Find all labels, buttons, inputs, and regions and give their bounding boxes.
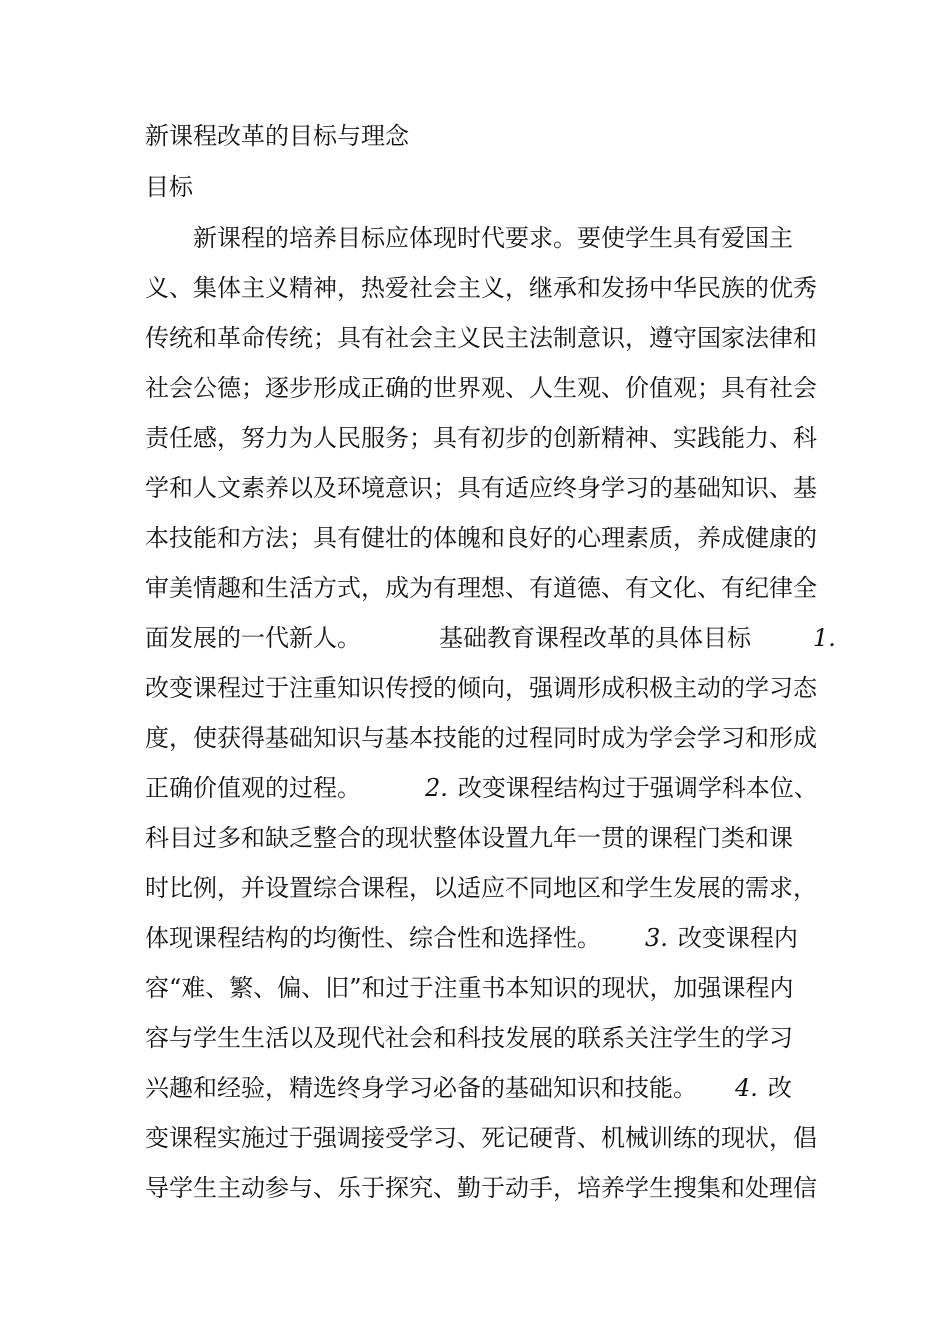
paragraph-line: 科目过多和缺乏整合的现状整体设置九年一贯的课程门类和课 [145, 824, 793, 852]
section-heading: 目标 [145, 173, 193, 201]
line-text: 正确价值观的过程。 [145, 774, 361, 802]
paragraph-line: 学和人文素养以及环境意识；具有适应终身学习的基础知识、基 [145, 474, 817, 502]
paragraph-line: 度，使获得基础知识与基本技能的过程同时成为学会学习和形成 [145, 724, 817, 752]
line-text: 改变课程内 [677, 924, 798, 952]
paragraph-line [145, 623, 836, 653]
document-title: 新课程改革的目标与理念 [145, 122, 409, 150]
paragraph-line: 新课程的培养目标应体现时代要求。要使学生具有爱国主 [193, 224, 793, 252]
list-number: 1. [813, 624, 836, 652]
paragraph-line: 审美情趣和生活方式，成为有理想、有道德、有文化、有纪律全 [145, 574, 817, 602]
paragraph-line: 容与学生生活以及现代社会和科技发展的联系关注学生的学习 [145, 1024, 793, 1052]
subheading-text: 基础教育课程改革的具体目标 [439, 624, 751, 652]
paragraph-line: 容“难、繁、偏、旧”和过于注重书本知识的现状，加强课程内 [145, 974, 794, 1002]
list-number: 3. [645, 924, 668, 952]
paragraph-line: 传统和革命传统；具有社会主义民主法制意识，遵守国家法律和 [145, 324, 817, 352]
paragraph-line: 导学生主动参与、乐于探究、勤于动手，培养学生搜集和处理信 [145, 1174, 817, 1202]
line-text: 兴趣和经验，精选终身学习必备的基础知识和技能。 [145, 1074, 697, 1102]
line-text: 面发展的一代新人。 [145, 624, 361, 652]
paragraph-line: 本技能和方法；具有健壮的体魄和良好的心理素质，养成健康的 [145, 524, 817, 552]
paragraph-line [145, 1073, 792, 1103]
line-text: 体现课程结构的均衡性、综合性和选择性。 [145, 924, 601, 952]
list-number: 4. [735, 1074, 758, 1102]
paragraph-line: 改变课程过于注重知识传授的倾向，强调形成积极主动的学习态 [145, 674, 817, 702]
paragraph-line: 义、集体主义精神，热爱社会主义，继承和发扬中华民族的优秀 [145, 274, 817, 302]
list-number: 2. [425, 774, 448, 802]
paragraph-line [145, 923, 798, 953]
line-text: 改 [767, 1074, 792, 1102]
paragraph-line: 变课程实施过于强调接受学习、死记硬背、机械训练的现状，倡 [145, 1124, 817, 1152]
paragraph-line: 社会公德；逐步形成正确的世界观、人生观、价值观；具有社会 [145, 374, 817, 402]
paragraph-line: 责任感，努力为人民服务；具有初步的创新精神、实践能力、科 [145, 424, 817, 452]
line-text: 改变课程结构过于强调学科本位、 [457, 774, 818, 802]
paragraph-line [145, 773, 818, 803]
paragraph-line: 时比例，并设置综合课程，以适应不同地区和学生发展的需求， [145, 874, 817, 902]
